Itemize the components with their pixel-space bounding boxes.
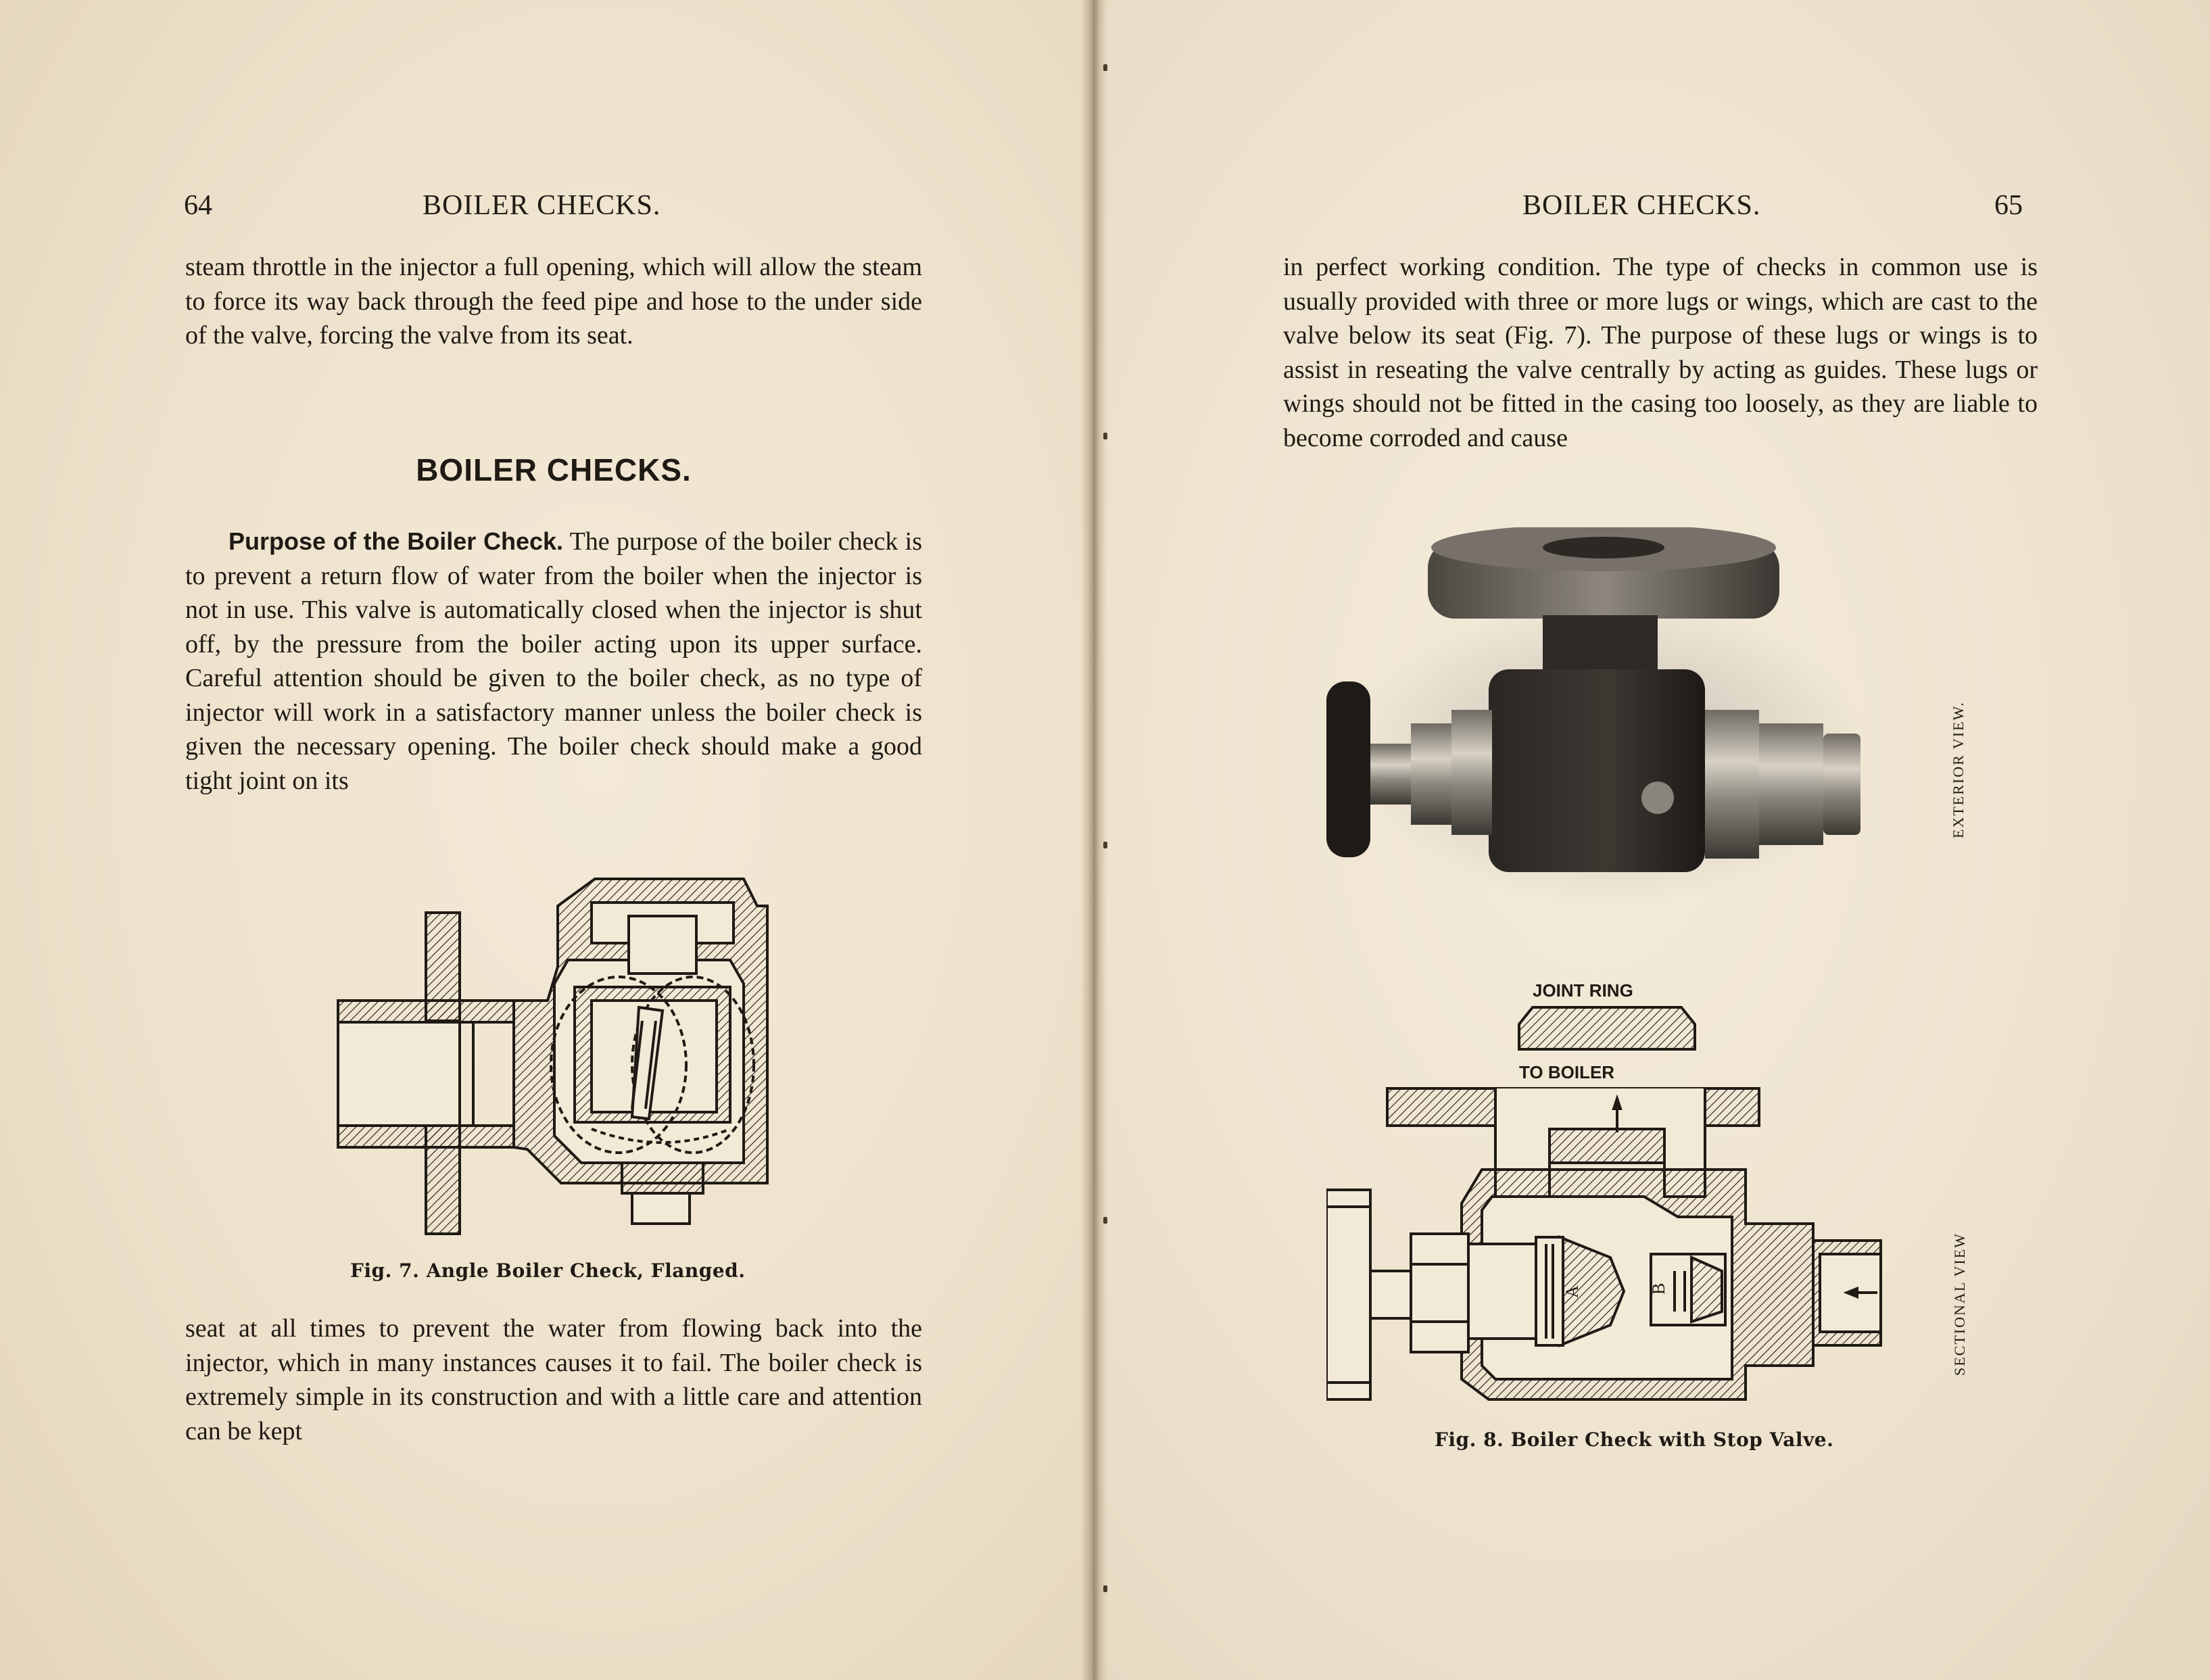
to-boiler-label: TO BOILER [1519,1062,1615,1082]
exterior-view-label: EXTERIOR VIEW. [1950,701,1967,838]
book-gutter [1080,0,1107,1680]
binding-stitch [1103,433,1107,439]
binding-stitch [1103,64,1107,71]
paragraph-top: steam throttle in the injector a full opening, which will allow the steam to force its way back through the feed pipe and hose to the under side of the valve, forcing the valve from its seat. [185,253,922,350]
fig7-caption: Fig. 7. Angle Boiler Check, Flanged. [350,1259,746,1282]
paragraph-purpose [185,525,922,798]
left-page [0,0,1090,1680]
running-head: BOILER CHECKS. [423,190,661,221]
right-page [1097,0,2210,1680]
running-head: BOILER CHECKS. [1522,190,1761,221]
page-number: 64 [184,190,212,221]
sectional-view-label: SECTIONAL VIEW [1951,1232,1968,1376]
binding-stitch [1103,1217,1107,1224]
paragraph-bottom: seat at all times to prevent the water from flowing back into the injector, which in many instances causes it to fail. The boiler check is extremely simple in its construction and with a little care and attention can be kept [185,1314,922,1445]
page-number: 65 [1994,190,2023,221]
binding-stitch [1103,842,1107,848]
fig8-sectional-view-drawing [1326,974,1888,1420]
lead-in: Purpose of the Boiler Check. [229,527,564,555]
joint-ring-label: JOINT RING [1533,980,1633,1001]
paragraph-top: in perfect working condition. The type of checks in common use is usually provided with three or more lugs or wings, which are cast to the valve below its seat (Fig. 7). The purpose of these lugs or wings is to assist in reseating the valve centrally by acting as guides. These lugs or wings should not be fitted in the casing too loosely, as they are liable to become corroded and cause [1283,253,2038,452]
binding-stitch [1103,1585,1107,1592]
label-b: B [1649,1282,1668,1295]
fig8-caption: Fig. 8. Boiler Check with Stop Valve. [1435,1429,1834,1451]
fig8-exterior-view-illustration [1326,527,1881,946]
fig7-angle-boiler-check-drawing [325,865,784,1251]
label-a: A [1562,1285,1582,1298]
section-heading: BOILER CHECKS. [416,452,692,487]
purpose-text: The purpose of the boiler check is to prevent a return flow of water from the boiler when the injector is not in use. This valve is automatically closed when the injector is shut off, by the pressure from the boiler acting upon its upper surface. Careful attention should be given to the boiler check, as no type of injector will work in a satisfactory manner unless the boiler check is given the necessary opening. The boiler check should make a good tight joint on its [185,527,922,795]
